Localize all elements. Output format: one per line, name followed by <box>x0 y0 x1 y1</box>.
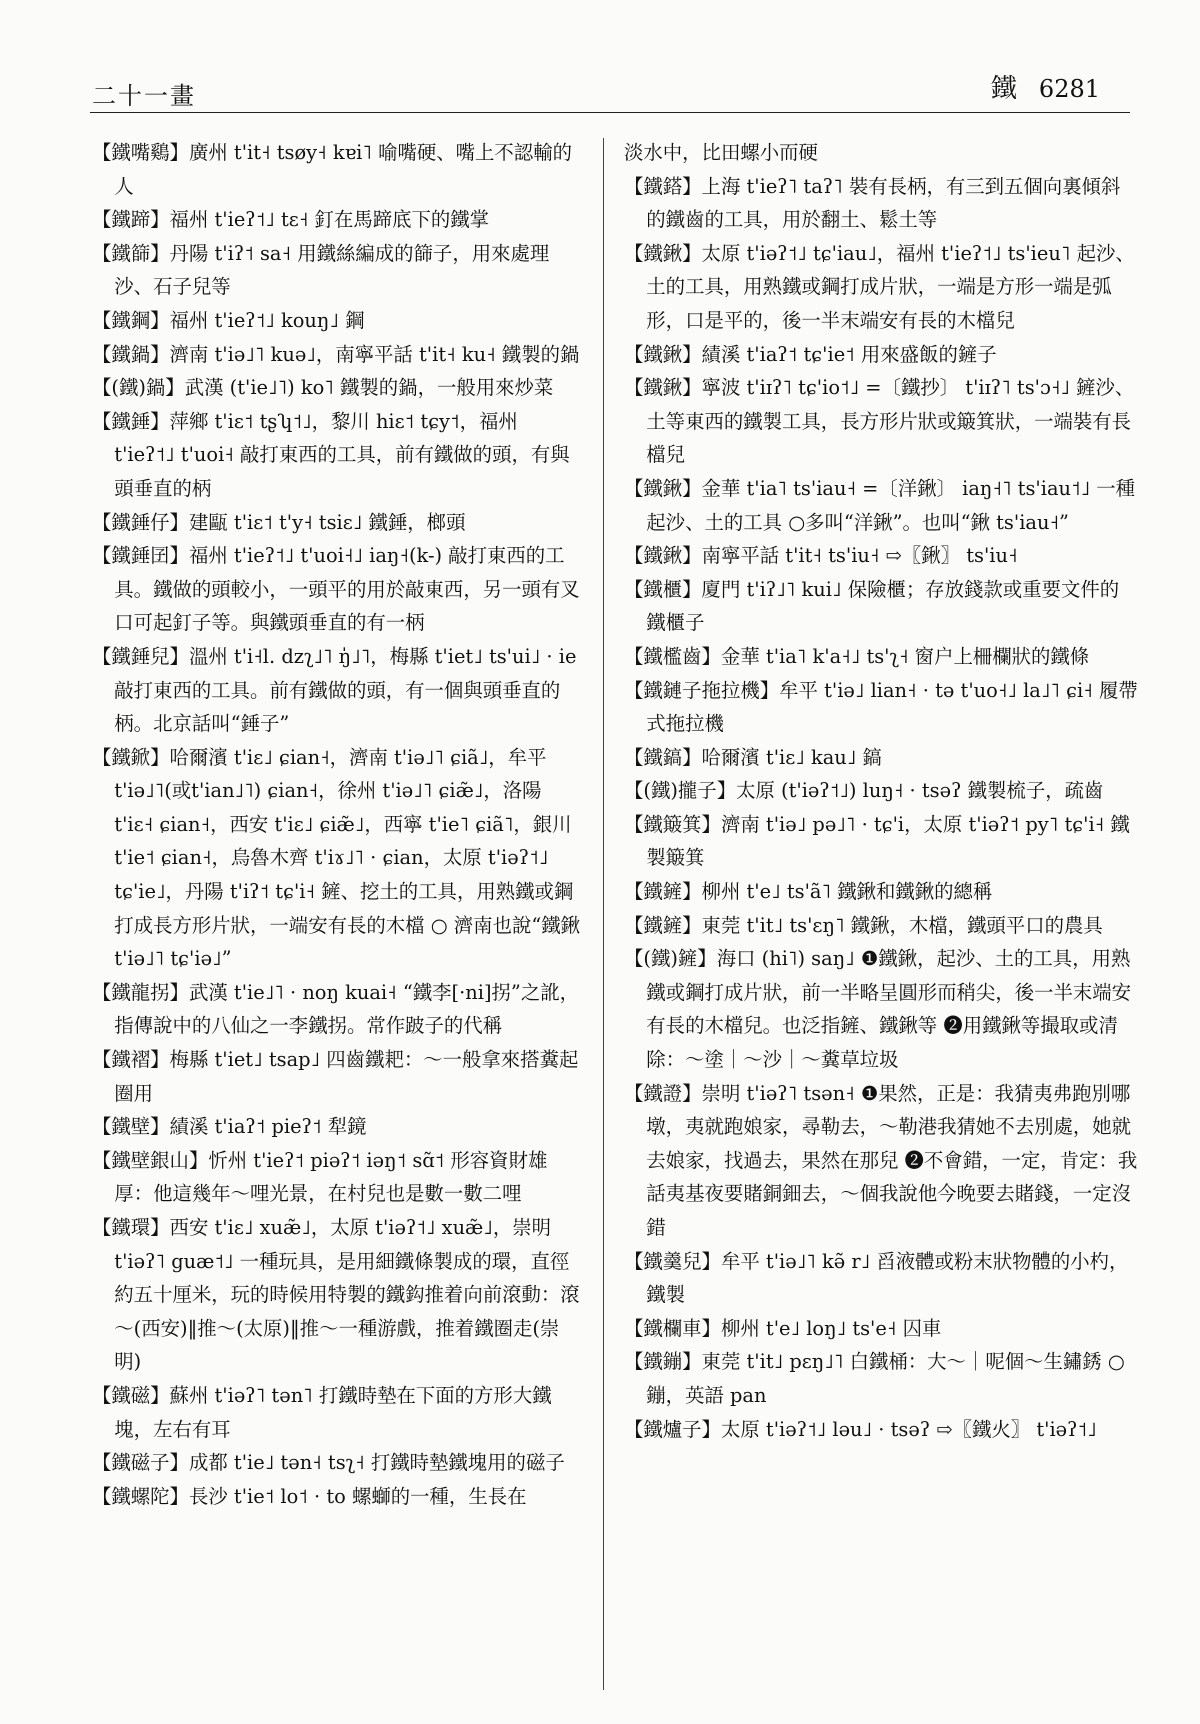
dictionary-entry: 【鐵鏰】東莞 t'it˩ pɛŋ˩˥ 白鐵桶：大～｜呢個～生鏽銹 ○鏰，英語 pan <box>624 1350 1125 1407</box>
page-header <box>991 68 1100 105</box>
dictionary-entry: 【鐵爐子】太原 t'iəʔ˦˩ ləu˩ · tsəʔ ⇨〖鐵火〗 t'iəʔ˦˩ <box>624 1417 1097 1441</box>
dictionary-entry: 【(鐵)鍋】武漢 (t'ie˩˥) ko˥ 鐵製的鍋，一般用來炒菜 <box>92 376 554 400</box>
dictionary-entry: 【鐵鍁】哈爾濱 t'iɛ˩ ɕian˧，濟南 t'iə˩˥ ɕiã˩，牟平 t'iə˩˥(或t'ian˩˥) ɕian˧，徐州 t'iə˩˥ ɕiæ̃˩，洛陽 t'iɛ˧ ɕian˧，西安 t'iɛ˩ ɕiæ̃˩，西寧 t'ie˥ ɕiã˥，銀川 t'ie˦ ɕian˧，烏魯木齊 t'iɤ˩˥ · ɕian，太原 t'iəʔ˦˩ tɕ'ie˩，丹陽 t'iʔ˦ tɕ'i˧ 鏟、挖土的工具，用熟鐵或鋼打成長方形片狀，一端安有長的木檔 ○ 濟南也說“鐵鍬 t'iə˩˥ tɕ'iə˩” <box>92 745 581 971</box>
dictionary-entry: 【鐵蹄】福州 t'ieʔ˦˩ tɛ˧ 釘在馬蹄底下的鐵掌 <box>92 208 490 232</box>
dictionary-entry: 【鐵鍬】績溪 t'iaʔ˦ tɕ'ie˦ 用來盛飯的鏟子 <box>624 342 997 366</box>
dictionary-entry: 【(鐵)攏子】太原 (t'iəʔ˦˩) luŋ˧ · tsəʔ 鐵製梳子，疏齒 <box>624 779 1104 803</box>
dictionary-entry: 【鐵錘兒】溫州 t'i˧l. dzʅ˩˥ ŋ̍˩˥，梅縣 t'iet˩ ts'ui˩ · ie 敲打東西的工具。前有鐵做的頭，有一個與頭垂直的柄。北京話叫“錘子” <box>92 644 577 736</box>
dictionary-entry: 【鐵螺陀】長沙 t'ie˦ lo˦ · to 螺螄的一種，生長在 <box>92 1484 527 1508</box>
header-rule <box>90 112 1130 113</box>
dictionary-entry: 【(鐵)鏟】海口 (hi˥) saŋ˩ ❶鐵鍬，起沙、土的工具，用熟鐵或鋼打成片狀，前一半略呈圓形而稍尖，後一半末端安有長的木檔兒。也泛指鏟、鐵鍬等 ❷用鐵鍬等撮取或清除：～塗｜～沙｜～糞草垃圾 <box>624 947 1132 1072</box>
section-title: 二十一畫 <box>92 82 196 110</box>
dictionary-entry: 【鐵褶】梅縣 t'iet˩ tsap˩ 四齒鐵耙：～一般拿來搭糞起圈用 <box>92 1048 579 1105</box>
dictionary-entry: 【鐵龍拐】武漢 t'ie˩˥ · noŋ kuai˧ “鐵李[·ni]拐”之訛，指傳說中的八仙之一李鐵拐。常作跛子的代稱 <box>92 980 580 1038</box>
dictionary-entry: 【鐵環】西安 t'iɛ˩ xuæ̃˩，太原 t'iəʔ˦˩ xuæ̃˩，崇明 t'iəʔ˥ guæ˦˩ 一種玩具，是用細鐵條製成的環，直徑約五十厘米，玩的時候用特製的鐵鈎推着向前滾動：滾～(西安)‖推～(太原)‖推～一種游戲，推着鐵圈走(崇明) <box>92 1216 580 1374</box>
dictionary-entry: 【鐵鍬】太原 t'iəʔ˦˩ tɕ'iau˩，福州 t'ieʔ˦˩ ts'ieu˥ 起沙、土的工具，用熟鐵或鋼打成片狀，一端是方形一端是弧形，口是平的，後一半末端安有長的木檔兒 <box>624 241 1135 332</box>
dictionary-entry: 【鐵錘囝】福州 t'ieʔ˦˩ t'uoi˧˩ iaŋ˧(k-) 敲打東西的工具。鐵做的頭較小，一頭平的用於敲東西，另一頭有叉口可起釘子等。與鐵頭垂直的有一柄 <box>92 544 580 635</box>
dictionary-entry: 【鐵壁銀山】忻州 t'ieʔ˦ piəʔ˦ iəŋ˦ sɑ̃˦ 形容資財雄厚：他這幾年～哩光景，在村兒也是數一數二哩 <box>92 1148 548 1206</box>
dictionary-entry: 淡水中，比田螺小而硬 <box>624 141 818 164</box>
dictionary-entry: 【鐵鏟】柳州 t'e˩ ts'ã˥ 鐵鍬和鐵鍬的總稱 <box>624 880 993 904</box>
dictionary-entry: 【鐵鍋】濟南 t'iə˩˥ kuə˩，南寧平話 t'it˧ ku˧ 鐵製的鍋 <box>92 342 580 366</box>
dictionary-entry: 【鐵鏟】東莞 t'it˩ ts'ɛŋ˥ 鐵鍬，木檔，鐵頭平口的農具 <box>624 913 1103 937</box>
dictionary-entry: 【鐵證】崇明 t'iəʔ˥ tsən˧ ❶果然，正是：我猜夷弗跑別哪墩，夷就跑娘家，尋勒去，～勒港我猜她不去別處，她就去娘家，找過去，果然在那兒 ❷不會錯，一定，肯定：我話夷基夜要賭銅鈿去，～個我說他今晚要去賭錢，一定沒錯 <box>624 1081 1138 1239</box>
dictionary-entry: 【鐵欄車】柳州 t'e˩ loŋ˩ ts'e˧ 囚車 <box>624 1316 942 1340</box>
column-divider <box>603 138 604 1690</box>
dictionary-entry: 【鐵檻齒】金華 t'ia˥ k'a˧˩ ts'ʅ˧ 窗户上柵欄狀的鐵條 <box>624 644 1090 668</box>
dictionary-entry: 【鐵磁子】成都 t'ie˩ tən˧ tsʅ˧ 打鐵時墊鐵塊用的磁子 <box>92 1451 565 1475</box>
dictionary-entry: 【鐵篩】丹陽 t'iʔ˦ sa˧ 用鐵絲編成的篩子，用來處理沙、石子兒等 <box>92 241 550 299</box>
dictionary-entry: 【鐵鍬】金華 t'ia˥ ts'iau˧ =〔洋鍬〕 iaŋ˧˥ ts'iau˦˩ 一種起沙、土的工具 ○多叫“洋鍬”。也叫“鍬 ts'iau˧” <box>624 476 1136 534</box>
dictionary-entry: 【鐵櫃】廈門 t'iʔ˩˥ kui˩ 保險櫃；存放錢款或重要文件的鐵櫃子 <box>624 577 1120 635</box>
dictionary-entry: 【鐵鎬】哈爾濱 t'iɛ˩ kau˩ 鎬 <box>624 745 882 769</box>
left-column <box>92 136 584 1513</box>
page-number: 6281 <box>1038 75 1100 103</box>
dictionary-entry: 【鐵錘仔】建甌 t'iɛ˦ t'y˧ tsiɛ˩ 鐵錘，榔頭 <box>92 510 466 534</box>
dictionary-entry: 【鐵簸箕】濟南 t'iə˩ pə˩˥ · tɕ'i，太原 t'iəʔ˦ py˥ tɕ'i˧ 鐵製簸箕 <box>624 812 1130 870</box>
dictionary-entry: 【鐵鍬】南寧平話 t'it˧ ts'iu˧ ⇨〖鍬〗 ts'iu˧ <box>624 544 1018 568</box>
headword-char: 鐵 <box>990 74 1017 104</box>
dictionary-entry: 【鐵鏈子拖拉機】牟平 t'iə˩ lian˧ · tə t'uo˧˩ la˩˥ ɕi˧ 履帶式拖拉機 <box>624 678 1138 736</box>
right-column <box>624 136 1138 1446</box>
dictionary-entry: 【鐵壁】績溪 t'iaʔ˦ pieʔ˦ 犁鏡 <box>92 1115 367 1139</box>
dictionary-entry: 【鐵羹兒】牟平 t'iə˩˥ kə̃ r˩ 舀液體或粉末狀物體的小杓，鐵製 <box>624 1249 1129 1307</box>
dictionary-entry: 【鐵鍬】寧波 t'iɪʔ˥ tɕ'io˦˩ =〔鐵抄〕 t'iɪʔ˥ ts'ɔ˧˩ 鏟沙、土等東西的鐵製工具，長方形片狀或簸箕狀，一端裝有長檔兒 <box>624 376 1135 467</box>
dictionary-entry: 【鐵鎝】上海 t'ieʔ˥ taʔ˥ 裝有長柄，有三到五個向裏傾斜的鐵齒的工具，用於翻土、鬆土等 <box>624 174 1121 232</box>
dictionary-entry: 【鐵嘴鷄】廣州 t'it˧ tsøy˧ kɐi˥ 喻嘴硬、嘴上不認輸的人 <box>92 141 572 198</box>
dictionary-entry: 【鐵鋼】福州 t'ieʔ˦˩ kouŋ˩ 鋼 <box>92 308 365 332</box>
dictionary-entry: 【鐵錘】萍鄉 t'iɛ˦ tʂʮ˦˩，黎川 hiɛ˦ tɕy˦，福州 t'ieʔ˦˩ t'uoi˧ 敲打東西的工具，前有鐵做的頭，有與頭垂直的柄 <box>92 409 570 500</box>
dictionary-entry: 【鐵磁】蘇州 t'iəʔ˥ tən˥ 打鐵時墊在下面的方形大鐵塊，左右有耳 <box>92 1383 552 1441</box>
